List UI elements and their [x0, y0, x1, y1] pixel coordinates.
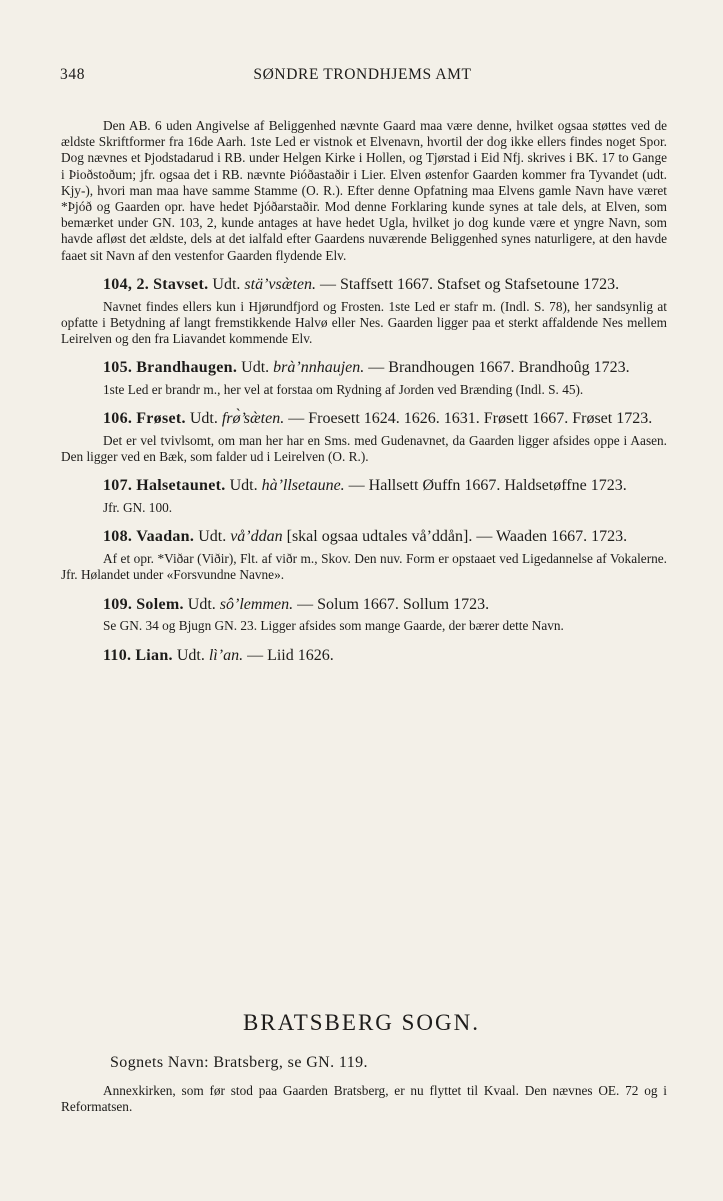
entry-text: Jfr. GN. 100.: [103, 500, 173, 516]
entry-forms: — Froesett 1624. 1626. 1631. Frøsett 1667. Frøset 1723.: [288, 410, 653, 428]
udt-label: Udt.: [189, 410, 218, 428]
entry-110: [61, 647, 667, 666]
entry-109: [61, 596, 667, 635]
page-body: [61, 118, 667, 669]
section-text-wrap: [61, 1083, 667, 1115]
entry-pronunciation: brà’nnhaujen.: [273, 359, 365, 377]
entry-name: Lian.: [135, 646, 173, 664]
udt-label: Udt.: [176, 646, 205, 664]
entry-name: Vaadan.: [136, 528, 195, 546]
entry-name: Halsetaunet.: [136, 477, 226, 495]
entry-forms: [skal ogsaa udtales vå’ddån]. — Waaden 1667. 1723.: [286, 528, 628, 546]
entry-pronunciation: hà’llsetaune.: [261, 477, 345, 495]
entry-text: Af et opr. *Viðar (Viðir), Flt. af viðr m., Skov. Den nuv. Form er opstaaet ved Ligedannelse af Vokalerne. Jfr. Hølandet under «Forsvundne Navne».: [61, 551, 667, 583]
entry-number: 109.: [103, 595, 133, 613]
sogn-name: Sognets Navn: Bratsberg, se GN. 119.: [110, 1054, 368, 1071]
running-title: SØNDRE TRONDHJEMS AMT: [253, 66, 472, 83]
page-header: [60, 66, 665, 90]
entry-text: Navnet findes ellers kun i Hjørundfjord og Frosten. 1ste Led er stafr m. (Indl. S. 78), her sandsynlig at opfatte i Betydning af langt fremstikkende Halvø eller Nes. Gaarden ligger paa et sterkt affaldende Nes mellem Leirelven og den fra Liavandet kommende Elv.: [61, 298, 667, 347]
entry-pronunciation: sô’lemmen.: [219, 595, 294, 613]
entry-heading: [61, 647, 667, 666]
entry-text: Det er vel tvivlsomt, om man her har en Sms. med Gudenavnet, da Gaarden ligger afsides oppe i Aasen. Den ligger ved en Bæk, som falder ud i Leirelven (O. R.).: [61, 433, 667, 465]
entry-number: 110.: [103, 646, 132, 664]
entry-pronunciation: stä’vsæ̀ten.: [244, 275, 316, 293]
entry-name: Brandhaugen.: [136, 359, 238, 377]
udt-label: Udt.: [241, 359, 270, 377]
entry-name: Stavset.: [153, 275, 209, 293]
entry-forms: — Hallsett Øuffn 1667. Haldsetøffne 1723.: [348, 477, 627, 495]
entry-number: 105.: [103, 359, 133, 377]
section-text: Annexkirken, som før stod paa Gaarden Bratsberg, er nu flyttet til Kvaal. Den nævnes OE. 72 og i Reformatsen.: [61, 1083, 667, 1115]
entry-number: 106.: [103, 410, 133, 428]
entry-heading: [61, 410, 667, 429]
entry-number: 104, 2.: [103, 275, 150, 293]
section-title: BRATSBERG SOGN.: [242, 1010, 481, 1035]
entry-forms: — Liid 1626.: [247, 646, 334, 664]
entry-pronunciation: vå’ddan: [230, 528, 283, 546]
entry-heading: [61, 596, 667, 615]
entry-pronunciation: frø̀’sæ̀ten.: [221, 410, 285, 428]
entry-heading: [61, 359, 667, 378]
entry-107: [61, 477, 667, 516]
udt-label: Udt.: [212, 275, 241, 293]
entry-heading: [61, 477, 667, 496]
entry-forms: — Solum 1667. Sollum 1723.: [297, 595, 490, 613]
entry-text: 1ste Led er brandr m., her vel at forstaa om Rydning af Jorden ved Brænding (Indl. S. 45).: [103, 382, 584, 398]
entry-heading: [61, 276, 667, 295]
entry-name: Solem.: [136, 595, 184, 613]
entry-number: 108.: [103, 528, 133, 546]
entry-text: Se GN. 34 og Bjugn GN. 23. Ligger afsides som mange Gaarde, der bærer dette Navn.: [103, 618, 564, 634]
udt-label: Udt.: [187, 595, 216, 613]
entry-106: [61, 410, 667, 465]
entry-104-2: [61, 276, 667, 347]
entry-number: 107.: [103, 477, 133, 495]
intro-paragraph: Den AB. 6 uden Angivelse af Beliggenhed nævnte Gaard maa være denne, hvilket ogsaa støttes ved de ældste Skriftformer fra 16de Aarh. 1ste Led er vistnok et Elvenavn, hvortil der dog ikke ellers findes noget Spor. Dog nævnes et Þjodstadarud i RB. under Helgen Kirke i Hollen, og Tjørstad i Eid Nfj. skrives i BK. 17 to Gange i Þioðstoðum; jfr. ogsaa det i RB. nævnte Þióðastaðir i Lier. Elven østenfor Gaarden kommer fra Tyvandet (udt. Kjy-), hvori man maa have samme Stamme (O. R.). Efter denne Opfatning maa Elvens gamle Navn have været *Þjóð og Gaarden opr. have hedet Þjóðarstaðir. Mod denne Forklaring kunde synes at tale dels, at Elven, som bemærket under GN. 103, 2, kunde antages at have hedet Ugla, hvilket jo dog kunde være et yngre Navn, som havde afløst det ældste, dels at det ialfald efter Gaardens nuværende Beliggenhed synes naturligere, at den havde faaet sit Navn af den vestenfor Gaarden flydende Elv.: [61, 118, 667, 263]
entry-108: [61, 528, 667, 583]
page-number: 348: [60, 66, 86, 83]
entry-name: Frøset.: [136, 410, 186, 428]
udt-label: Udt.: [198, 528, 227, 546]
udt-label: Udt.: [229, 477, 258, 495]
entry-105: [61, 359, 667, 398]
entry-forms: — Brandhougen 1667. Brandhoûg 1723.: [368, 359, 630, 377]
entry-forms: — Staffsett 1667. Stafset og Stafsetoune 1723.: [319, 275, 620, 293]
entry-heading: [61, 528, 667, 547]
entry-pronunciation: lì’an.: [208, 646, 244, 664]
